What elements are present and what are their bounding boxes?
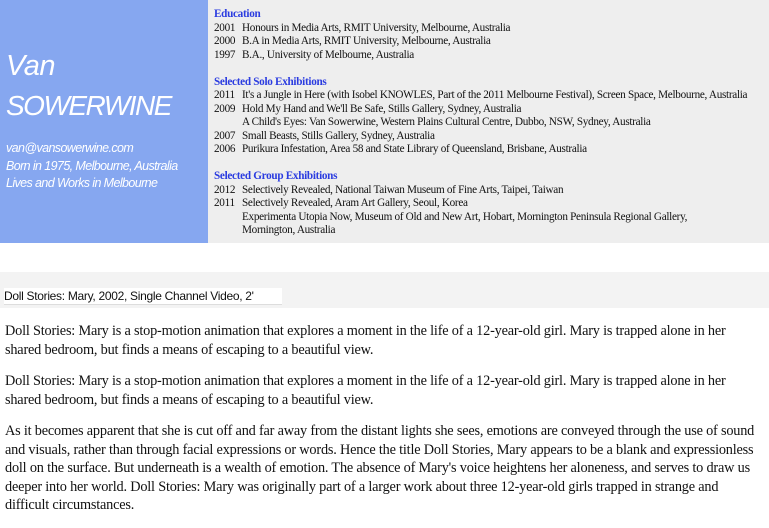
artist-info (6, 140, 206, 193)
cv-text: A Child's Eyes: Van Sowerwine, Western Plains Cultural Centre, Dubbo, NSW, Sydney, Australia (242, 116, 651, 128)
artist-last-name: SOWERWINE (6, 90, 171, 121)
cv-year: 2001 (214, 21, 236, 34)
cv-entry (214, 184, 766, 198)
cv-year: 2012 (214, 183, 236, 196)
cv-text: Small Beasts, Stills Gallery, Sydney, Australia (242, 129, 435, 142)
cv-entry (214, 130, 766, 144)
cv-entry (214, 197, 766, 211)
cv-text: Hold My Hand and We'll Be Safe, Stills Gallery, Sydney, Australia (242, 102, 522, 115)
description-paragraph: As it becomes apparent that she is cut off and far away from the distant lights she sees, emotions are conveyed through the use of sound and visuals, rather than through facial expressions or words. Hence the title Doll Stories, Mary appears to be a blank and expressionless doll on the surface. But underneath is a wealth of emotion. The absence of Mary's voice heightens her aloneness, and serves to draw us deeper into her world. Doll Stories: Mary was originally part of a larger work about three 12-year-old girls trapped in strange and difficult circumstances. (5, 423, 755, 513)
cv-entry (214, 224, 766, 238)
cv-entry (214, 35, 766, 49)
cv-section (214, 8, 766, 238)
solo-exhibitions-heading: Selected Solo Exhibitions (214, 75, 327, 88)
artist-name-panel (0, 0, 208, 243)
cv-year: 2009 (214, 102, 236, 115)
artist-lives: Lives and Works in Melbourne (6, 176, 158, 190)
education-heading: Education (214, 8, 261, 20)
cv-text: B.A in Media Arts, RMIT University, Melbourne, Australia (242, 35, 491, 47)
group-exhibitions-heading: Selected Group Exhibitions (214, 170, 338, 182)
cv-entry (214, 103, 766, 117)
cv-text: Purikura Infestation, Area 58 and State Library of Queensland, Brisbane, Australia (242, 143, 587, 155)
cv-year: 2000 (214, 35, 236, 47)
work-description (5, 322, 765, 528)
cv-year: 1997 (214, 48, 236, 61)
cv-entry (214, 211, 766, 225)
cv-text: Selectively Revealed, Aram Art Gallery, Seoul, Korea (242, 197, 468, 209)
cv-entry (214, 22, 766, 36)
cv-text: Mornington, Australia (242, 224, 336, 236)
cv-text: Experimenta Utopia Now, Museum of Old and New Art, Hobart, Mornington Peninsula Regional Gallery, (242, 210, 688, 223)
cv-year: 2006 (214, 143, 236, 155)
cv-entry (214, 116, 766, 130)
description-paragraph: Doll Stories: Mary is a stop-motion animation that explores a moment in the life of a 12-year-old girl. Mary is trapped alone in her shared bedroom, but finds a means of escaping to a beautiful view. (5, 373, 726, 408)
artist-born: Born in 1975, Melbourne, Australia (6, 158, 178, 173)
cv-text: It's a Jungle in Here (with Isobel KNOWLES, Part of the 2011 Melbourne Festival), Screen Space, Melbourne, Australia (242, 89, 748, 101)
cv-entry (214, 143, 766, 157)
cv-text: Honours in Media Arts, RMIT University, Melbourne, Australia (242, 21, 511, 34)
cv-entry (214, 49, 766, 63)
description-paragraph: Doll Stories: Mary is a stop-motion animation that explores a moment in the life of a 12-year-old girl. Mary is trapped alone in her shared bedroom, but finds a means of escaping to a beautiful view. (5, 323, 726, 358)
artist-email-link[interactable]: van@vansowerwine.com (6, 141, 134, 155)
cv-year: 2007 (214, 129, 236, 142)
cv-text: Selectively Revealed, National Taiwan Museum of Fine Arts, Taipei, Taiwan (242, 183, 564, 196)
cv-year: 2011 (214, 197, 235, 209)
work-caption: Doll Stories: Mary, 2002, Single Channel Video, 2' (4, 288, 282, 305)
cv-year: 2011 (214, 89, 235, 101)
cv-text: B.A., University of Melbourne, Australia (242, 48, 414, 61)
cv-entry (214, 89, 766, 103)
artist-first-name: Van (6, 50, 56, 82)
